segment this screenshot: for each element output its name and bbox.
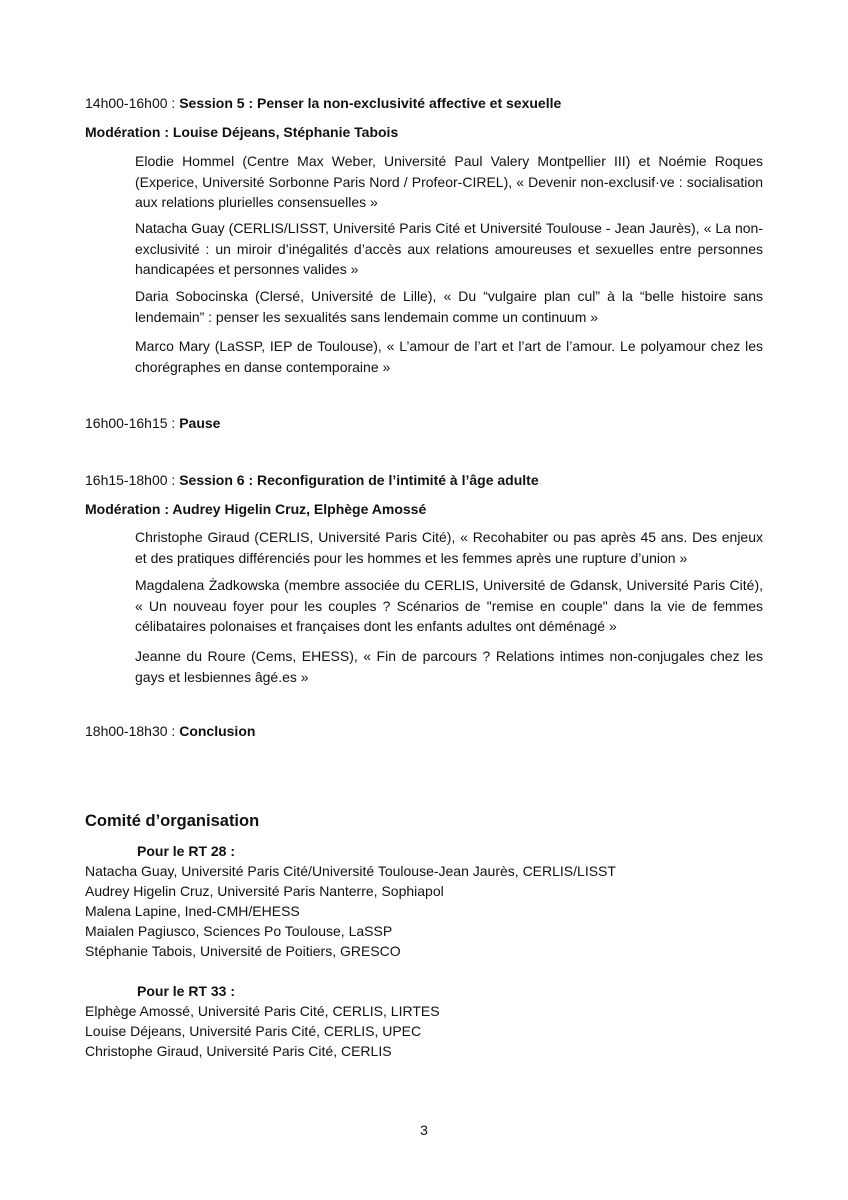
rt28-member: Natacha Guay, Université Paris Cité/Université Toulouse-Jean Jaurès, CERLIS/LISST [85, 863, 616, 879]
rt28-member: Stéphanie Tabois, Université de Poitiers, GRESCO [85, 943, 401, 959]
pause-time: 16h00-16h15 : [85, 415, 180, 431]
session-5-talk-4: Marco Mary (LaSSP, IEP de Toulouse), « L’amour de l’art et l’art de l’amour. Le polyamour chez les chorégraphes en danse contemporaine » [135, 338, 763, 375]
session-6-talk-1: Christophe Giraud (CERLIS, Université Paris Cité), « Recohabiter ou pas après 45 ans. Des enjeux et des pratiques différenciés pour les hommes et les femmes après une rupture d’union » [135, 529, 763, 566]
conclusion-line [85, 721, 255, 741]
session-5-moderation: Modération : Louise Déjeans, Stéphanie Tabois [85, 124, 399, 140]
session-5-talk-1: Elodie Hommel (Centre Max Weber, Université Paul Valery Montpellier III) et Noémie Roques (Experice, Université Sorbonne Paris Nord / Profeor-CIREL), « Devenir non-exclusif·ve : socialisation aux relations plurielles consensuelles » [135, 153, 763, 210]
pause-title: Pause [179, 415, 221, 431]
conclusion-time: 18h00-18h30 : [85, 723, 180, 739]
rt33-member: Christophe Giraud, Université Paris Cité, CERLIS [85, 1043, 392, 1059]
rt33-label: Pour le RT 33 : [137, 983, 236, 999]
session-5-talk-3: Daria Sobocinska (Clersé, Université de Lille), « Du “vulgaire plan cul” à la “belle histoire sans lendemain” : penser les sexualités sans lendemain comme un continuum » [135, 288, 763, 325]
rt33-member: Louise Déjeans, Université Paris Cité, CERLIS, UPEC [85, 1023, 422, 1039]
committee-rt33 [85, 981, 440, 1061]
session-5-talk-2: Natacha Guay (CERLIS/LISST, Université Paris Cité et Université Toulouse - Jean Jaurès), « La non-exclusivité : un miroir d’inégalités d’accès aux relations amoureuses et sexuelles entre personnes handicapées et personnes valides » [135, 220, 763, 277]
session-5-header [85, 93, 561, 113]
session-6-moderation: Modération : Audrey Higelin Cruz, Elphège Amossé [85, 501, 427, 517]
rt28-label: Pour le RT 28 : [137, 843, 236, 859]
rt33-member: Elphège Amossé, Université Paris Cité, CERLIS, LIRTES [85, 1003, 440, 1019]
session-5-title: Session 5 : Penser la non-exclusivité affective et sexuelle [179, 95, 562, 111]
conclusion-title: Conclusion [179, 723, 256, 739]
pause-line [85, 413, 220, 433]
committee-rt28 [85, 841, 616, 961]
rt28-member: Audrey Higelin Cruz, Université Paris Nanterre, Sophiapol [85, 883, 444, 899]
rt28-member: Maialen Pagiusco, Sciences Po Toulouse, LaSSP [85, 923, 393, 939]
session-6-header [85, 470, 539, 490]
session-6-time: 16h15-18h00 : [85, 472, 180, 488]
session-6-talk-3: Jeanne du Roure (Cems, EHESS), « Fin de parcours ? Relations intimes non-conjugales chez les gays et lesbiennes âgé.es » [135, 648, 763, 685]
rt28-member: Malena Lapine, Ined-CMH/EHESS [85, 903, 300, 919]
page-number: 3 [420, 1122, 428, 1138]
committee-heading: Comité d’organisation [85, 812, 260, 830]
session-5-time: 14h00-16h00 : [85, 95, 180, 111]
session-6-talk-2: Magdalena Żadkowska (membre associée du CERLIS, Université de Gdansk, Université Paris Cité), « Un nouveau foyer pour les couples ? Scénarios de "remise en couple" dans la vie de femmes célibataires polonaises et françaises dont les enfants adultes ont déménagé » [135, 577, 763, 634]
session-6-title: Session 6 : Reconfiguration de l’intimité à l’âge adulte [179, 472, 539, 488]
